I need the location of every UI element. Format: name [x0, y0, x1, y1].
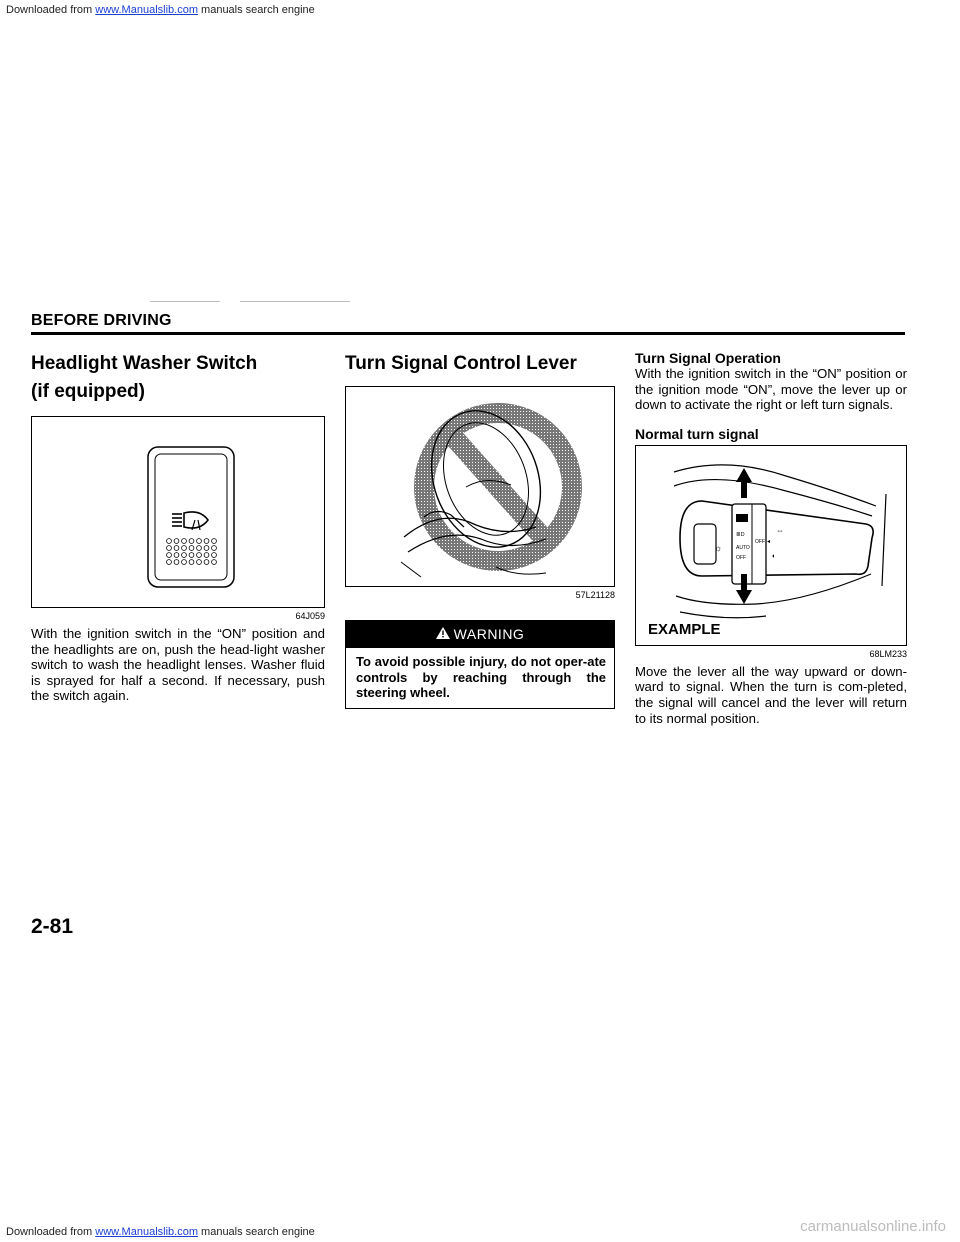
download-note-prefix: Downloaded from [6, 4, 96, 16]
download-note-top [6, 4, 315, 16]
manualslib-link[interactable]: www.Manualslib.com [95, 4, 198, 16]
turn-signal-intro: With the ignition switch in the “ON” position or the ignition mode “ON”, move the lever up or down to activate the right or left turn signals. [635, 366, 907, 413]
column-headlight-washer [31, 350, 325, 704]
figure-code: 68LM233 [869, 648, 907, 659]
svg-text:◐: ◐ [772, 552, 777, 560]
normal-turn-signal-subheading: Normal turn signal [635, 425, 759, 442]
section-header: BEFORE DRIVING [31, 312, 172, 329]
title-line-1: Headlight Washer Switch [31, 353, 258, 374]
turn-signal-lever-title: Turn Signal Control Lever [345, 353, 577, 374]
figure-code: 64J059 [295, 611, 325, 621]
faint-scan-lines [150, 289, 370, 307]
turn-signal-operation-title: Turn Signal Operation [635, 350, 781, 366]
download-note-suffix: manuals search engine [197, 1226, 315, 1238]
off-lower-label: OFF [736, 554, 746, 561]
turn-signal-lever-figure [635, 445, 907, 646]
manualslib-link-bottom[interactable]: www.Manualslib.com [95, 1226, 198, 1238]
warning-label: WARNING [453, 626, 525, 642]
warning-text: To avoid possible injury, do not oper-ate controls by reaching through the steering wheel. [356, 654, 606, 700]
title-line-2: (if equipped) [31, 381, 145, 402]
header-rule [31, 332, 905, 335]
download-note-bottom [6, 1226, 315, 1238]
svg-text:≣D: ≣D [736, 531, 745, 538]
column-turn-signal-operation [635, 350, 907, 726]
auto-label: AUTO [736, 544, 750, 551]
headlight-washer-switch-illustration [32, 417, 326, 607]
no-reach-through-figure [345, 386, 615, 587]
download-note-prefix: Downloaded from [6, 1226, 96, 1238]
off-upper-label: OFF [755, 538, 765, 545]
warning-header [346, 621, 614, 648]
svg-text:⇔: ⇔ [776, 525, 784, 535]
page-number: 2-81 [31, 915, 74, 938]
turn-signal-lever-illustration [636, 446, 906, 645]
download-note-suffix: manuals search engine [197, 4, 315, 16]
headlight-washer-paragraph: With the ignition switch in the “ON” position and the headlights are on, push the head-light washer switch to wash the headlight lenses. Washer fluid is sprayed for half a second. If necessary, push the switch again. [31, 626, 325, 704]
svg-text:☼: ☼ [714, 542, 723, 553]
headlight-washer-figure [31, 416, 325, 608]
warning-triangle-icon [436, 621, 450, 648]
watermark-text: carmanualsonline.info [800, 1218, 946, 1235]
turn-signal-paragraph: Move the lever all the way upward or down-ward to signal. When the turn is com-pleted, the signal will cancel and the lever will return to its normal position. [635, 663, 907, 726]
headlight-washer-title [31, 350, 325, 406]
example-label: EXAMPLE [648, 620, 721, 638]
warning-box [345, 620, 615, 709]
no-reach-through-symbol [346, 387, 616, 586]
svg-text:◂: ◂ [767, 538, 771, 545]
column-turn-signal-lever [345, 350, 615, 709]
figure-code: 57L21128 [575, 590, 615, 600]
